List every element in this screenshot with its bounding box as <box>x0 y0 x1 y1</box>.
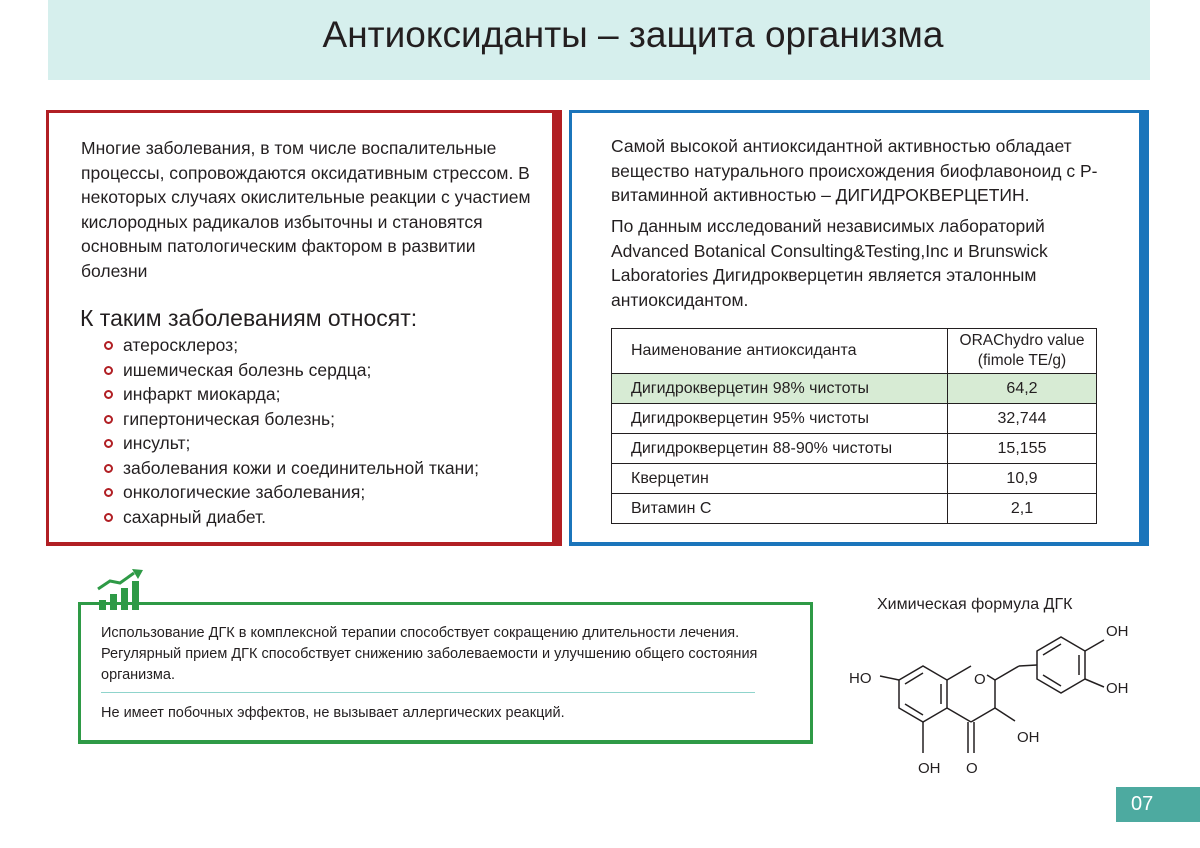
cell-name: Витамин С <box>612 494 948 524</box>
list-item: онкологические заболевания; <box>104 480 479 505</box>
divider <box>101 692 755 693</box>
header-value-line2: (fimole TE/g) <box>977 352 1067 369</box>
ho-label-left: HO <box>849 670 872 687</box>
header-value-line1: ORAChydro value <box>959 332 1085 349</box>
list-item: гипертоническая болезнь; <box>104 407 479 432</box>
cell-value: 15,155 <box>948 434 1097 464</box>
cell-name: Кверцетин <box>612 464 948 494</box>
list-item: заболевания кожи и соединительной ткани; <box>104 456 479 481</box>
cell-name: Дигидрокверцетин 95% чистоты <box>612 404 948 434</box>
cell-value: 2,1 <box>948 494 1097 524</box>
diseases-heading: К таким заболеваниям относят: <box>80 305 418 331</box>
list-item: инфаркт миокарда; <box>104 382 479 407</box>
dhq-structure-diagram <box>840 615 1160 785</box>
molecule-bonds <box>880 637 1104 753</box>
cell-name: Дигидрокверцетин 88-90% чистоты <box>612 434 948 464</box>
table-header-row <box>612 329 1097 374</box>
laboratory-text: По данным исследований независимых лабораторий Advanced Botanical Consulting&Testing,Inc и Brunswick Laboratories Дигидрокверцетин является эталонным антиоксидантом. <box>611 216 1048 310</box>
page-number-badge <box>1116 787 1200 822</box>
orac-table <box>611 328 1097 524</box>
oh-label-bottom: OH <box>918 760 941 777</box>
header-name: Наименование антиоксиданта <box>612 329 948 374</box>
title-bar <box>48 0 1150 80</box>
page-number: 07 <box>1131 793 1154 815</box>
oxidative-stress-text: Многие заболевания, в том числе воспалительные процессы, сопровождаются оксидативным стрессом. В некоторых случаях окислительные реакции с участием кислородных радикалов избыточны и становятся основным патологическим фактором в развитии болезни <box>81 138 531 281</box>
table-row <box>612 374 1097 404</box>
table-row <box>612 404 1097 434</box>
oh-label-top: OH <box>1106 623 1129 640</box>
cell-value: 64,2 <box>948 374 1097 404</box>
table-row <box>612 464 1097 494</box>
table-row <box>612 494 1097 524</box>
oh-label-mid: OH <box>1017 729 1040 746</box>
formula-title: Химическая формула ДГК <box>877 596 1073 613</box>
cell-value: 32,744 <box>948 404 1097 434</box>
cell-value: 10,9 <box>948 464 1097 494</box>
table-row <box>612 434 1097 464</box>
disease-list <box>104 333 479 529</box>
oh-label-right: OH <box>1106 680 1129 697</box>
antioxidant-intro: Самой высокой антиоксидантной активностью обладает вещество натурального происхождения биофлавоноид с Р-витаминной активностью – ДИГИДРОКВЕРЦЕТИН. <box>611 136 1098 205</box>
cell-name: Дигидрокверцетин 98% чистоты <box>612 374 948 404</box>
growth-chart-icon <box>96 569 148 612</box>
no-side-effects-text: Не имеет побочных эффектов, не вызывает аллергических реакций. <box>101 705 565 721</box>
page-title: Антиоксиданты – защита организма <box>322 14 944 55</box>
keto-oxygen-label: O <box>966 760 978 777</box>
list-item: сахарный диабет. <box>104 505 479 530</box>
therapy-text: Использование ДГК в комплексной терапии способствует сокращению длительности лечения. Регулярный прием ДГК способствует снижению заболеваемости и улучшению общего состояния организма. <box>101 625 758 683</box>
list-item: атеросклероз; <box>104 333 479 358</box>
ring-oxygen-label: O <box>974 671 986 688</box>
list-item: ишемическая болезнь сердца; <box>104 358 479 383</box>
list-item: инсульт; <box>104 431 479 456</box>
header-value <box>948 329 1097 374</box>
